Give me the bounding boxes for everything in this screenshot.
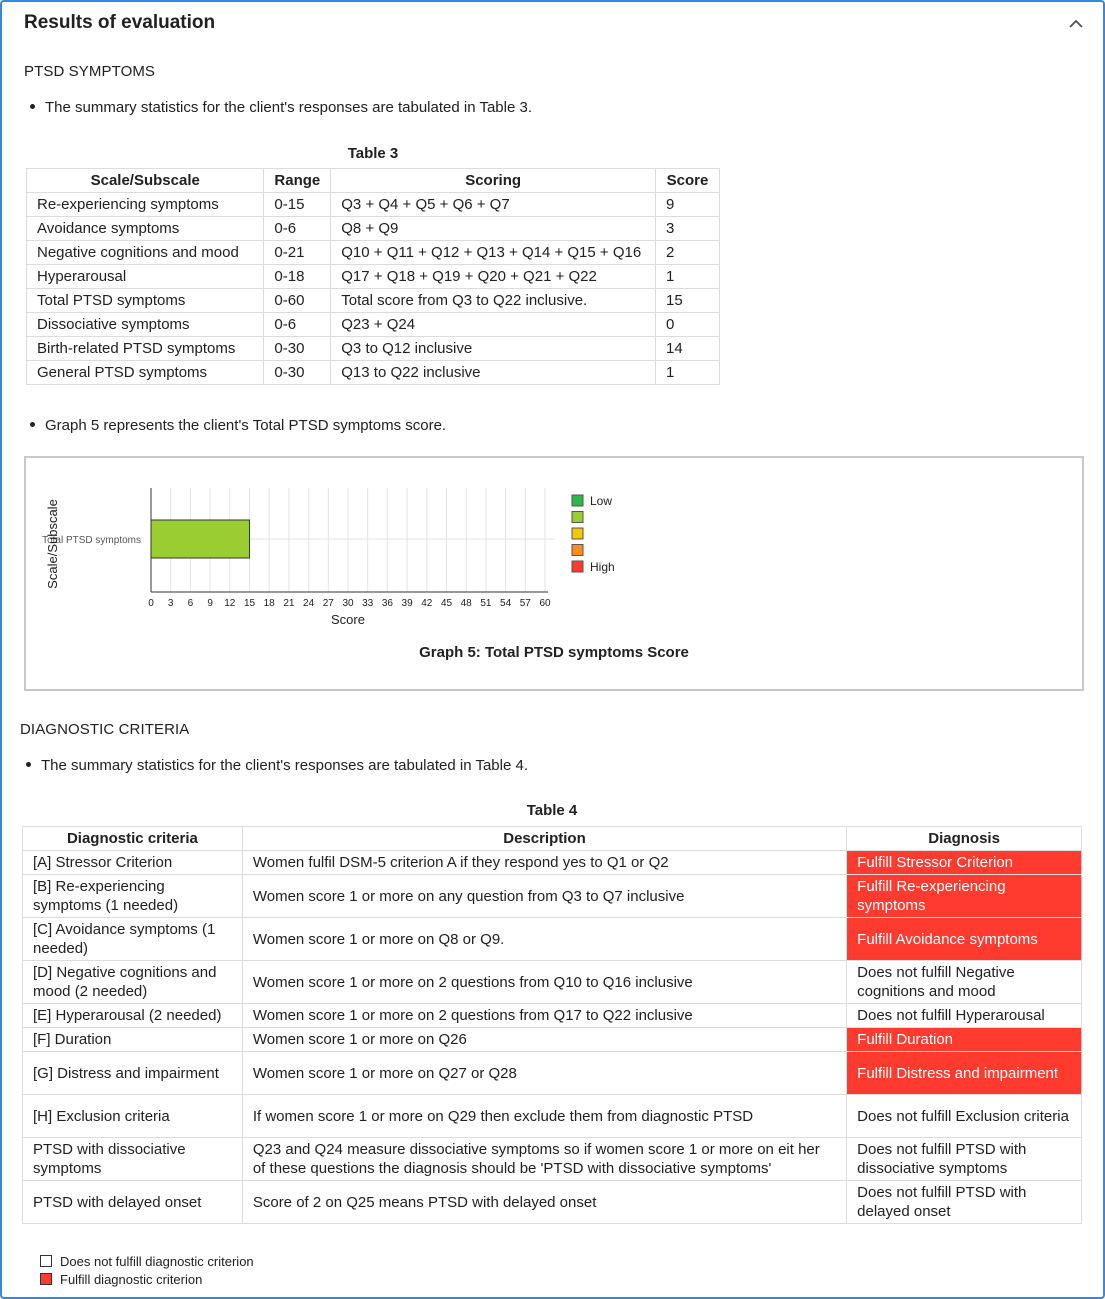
cell-diagnosis: Does not fulfill Negative cognitions and mood: [847, 961, 1082, 1004]
table-row: [23, 875, 1082, 918]
x-tick-label: 0: [148, 598, 154, 609]
cell-score: 14: [655, 337, 719, 361]
ptsd-summary-text: The summary statistics for the client's responses are tabulated in Table 3.: [45, 99, 532, 116]
x-tick-label: 18: [263, 598, 275, 609]
cell-diagnosis: Fulfill Duration: [847, 1028, 1082, 1052]
cell-scoring: Total score from Q3 to Q22 inclusive.: [331, 289, 656, 313]
panel-title: Results of evaluation: [24, 12, 216, 33]
bullet-dot: [30, 422, 35, 427]
header-criteria: Diagnostic criteria: [23, 827, 243, 851]
cell-description: Women score 1 or more on Q27 or Q28: [242, 1052, 846, 1095]
cell-description: Women score 1 or more on 2 questions from Q10 to Q16 inclusive: [242, 961, 846, 1004]
graph-5-container: [24, 456, 1084, 691]
cell-score: 3: [655, 217, 719, 241]
cell-criteria: [C] Avoidance symptoms (1 needed): [23, 918, 243, 961]
cell-description: Women score 1 or more on Q8 or Q9.: [242, 918, 846, 961]
chart-title: Graph 5: Total PTSD symptoms Score: [419, 644, 689, 661]
cell-diagnosis: Does not fulfill Exclusion criteria: [847, 1095, 1082, 1138]
ptsd-summary-bullet: [30, 99, 532, 116]
cell-scale: Birth-related PTSD symptoms: [27, 337, 264, 361]
x-tick-label: 27: [322, 598, 334, 609]
cell-range: 0-18: [264, 265, 331, 289]
table-row: [27, 265, 720, 289]
cell-criteria: [D] Negative cognitions and mood (2 needed): [23, 961, 243, 1004]
ptsd-heading: PTSD SYMPTOMS: [24, 63, 156, 80]
table-header-row: [27, 169, 720, 193]
table-3: [26, 168, 720, 385]
legend-swatch: [572, 512, 583, 523]
legend-swatch: [572, 561, 583, 572]
diagnostic-summary-bullet: [26, 757, 528, 774]
table-row: [27, 289, 720, 313]
cell-scoring: Q10 + Q11 + Q12 + Q13 + Q14 + Q15 + Q16: [331, 241, 656, 265]
table-row: [27, 217, 720, 241]
table-row: [27, 313, 720, 337]
header-range: Range: [264, 169, 331, 193]
x-tick-label: 54: [500, 598, 512, 609]
x-tick-label: 12: [224, 598, 236, 609]
legend-label-fulfilled: Fulfill diagnostic criterion: [60, 1272, 203, 1287]
header-scale: Scale/Subscale: [27, 169, 264, 193]
cell-description: If women score 1 or more on Q29 then exclude them from diagnostic PTSD: [242, 1095, 846, 1138]
diagnostic-summary-text: The summary statistics for the client's responses are tabulated in Table 4.: [41, 757, 528, 774]
bullet-dot: [26, 762, 31, 767]
cell-scale: Dissociative symptoms: [27, 313, 264, 337]
table-4: [22, 826, 1082, 1224]
legend-swatch-fulfilled: [40, 1273, 52, 1285]
cell-scale: Negative cognitions and mood: [27, 241, 264, 265]
cell-description: Women score 1 or more on any question from Q3 to Q7 inclusive: [242, 875, 846, 918]
table-row: [23, 1138, 1082, 1181]
cell-criteria: [A] Stressor Criterion: [23, 851, 243, 875]
graph-bullet: [30, 417, 446, 434]
bar-total-ptsd-symptoms: [151, 520, 250, 558]
x-tick-label: 42: [421, 598, 433, 609]
cell-diagnosis: Fulfill Re-experiencing symptoms: [847, 875, 1082, 918]
header-description: Description: [242, 827, 846, 851]
graph-bullet-text: Graph 5 represents the client's Total PTSD symptoms score.: [45, 417, 447, 434]
cell-criteria: [H] Exclusion criteria: [23, 1095, 243, 1138]
cell-scale: Re-experiencing symptoms: [27, 193, 264, 217]
x-tick-label: 33: [362, 598, 374, 609]
legend-label-not-fulfilled: Does not fulfill diagnostic criterion: [60, 1254, 254, 1269]
cell-scale: Total PTSD symptoms: [27, 289, 264, 313]
x-tick-label: 9: [207, 598, 213, 609]
header-diagnosis: Diagnosis: [847, 827, 1082, 851]
cell-score: 1: [655, 265, 719, 289]
x-tick-label: 21: [283, 598, 295, 609]
x-tick-label: 15: [243, 598, 256, 609]
cell-score: 1: [655, 361, 719, 385]
cell-criteria: PTSD with dissociative symptoms: [23, 1138, 243, 1181]
x-tick-label: 30: [342, 598, 354, 609]
legend-swatch: [572, 545, 583, 556]
cell-diagnosis: Does not fulfill PTSD with dissociative symptoms: [847, 1138, 1082, 1181]
x-tick-label: 60: [539, 598, 551, 609]
header-score: Score: [655, 169, 719, 193]
table-row: [23, 1004, 1082, 1028]
x-tick-label: 39: [401, 598, 413, 609]
legend-swatch: [572, 528, 583, 539]
cell-diagnosis: Does not fulfill Hyperarousal: [847, 1004, 1082, 1028]
table-row: [23, 1095, 1082, 1138]
x-tick-label: 36: [381, 598, 393, 609]
table-row: [27, 361, 720, 385]
table-row: [23, 1181, 1082, 1224]
cell-scale: General PTSD symptoms: [27, 361, 264, 385]
cell-diagnosis: Fulfill Avoidance symptoms: [847, 918, 1082, 961]
cell-scoring: Q23 + Q24: [331, 313, 656, 337]
x-axis-title: Score: [331, 612, 365, 627]
cell-scoring: Q3 + Q4 + Q5 + Q6 + Q7: [331, 193, 656, 217]
legend-swatch-not-fulfilled: [40, 1255, 52, 1267]
table-row: [27, 337, 720, 361]
diagnostic-heading: DIAGNOSTIC CRITERIA: [20, 721, 190, 738]
cell-diagnosis: Fulfill Distress and impairment: [847, 1052, 1082, 1095]
x-tick-label: 24: [303, 598, 315, 609]
y-axis-title: Scale/Subscale: [45, 499, 60, 589]
cell-range: 0-6: [264, 217, 331, 241]
cell-range: 0-60: [264, 289, 331, 313]
cell-description: Women score 1 or more on Q26: [242, 1028, 846, 1052]
table-row: [23, 1028, 1082, 1052]
cell-scoring: Q8 + Q9: [331, 217, 656, 241]
x-tick-label: 51: [480, 598, 492, 609]
cell-score: 9: [655, 193, 719, 217]
x-tick-label: 48: [460, 598, 472, 609]
bullet-dot: [30, 104, 35, 109]
table-row: [23, 918, 1082, 961]
cell-scoring: Q13 to Q22 inclusive: [331, 361, 656, 385]
cell-criteria: PTSD with delayed onset: [23, 1181, 243, 1224]
cell-criteria: [F] Duration: [23, 1028, 243, 1052]
table-row: [23, 961, 1082, 1004]
legend-swatch: [572, 495, 583, 506]
cell-diagnosis: Fulfill Stressor Criterion: [847, 851, 1082, 875]
cell-description: Score of 2 on Q25 means PTSD with delayed onset: [242, 1181, 846, 1224]
table4-caption: Table 4: [526, 802, 578, 819]
cell-diagnosis: Does not fulfill PTSD with delayed onset: [847, 1181, 1082, 1224]
cell-description: Q23 and Q24 measure dissociative symptoms so if women score 1 or more on eit her of these questions the diagnosis should be 'PTSD with dissociative symptoms': [242, 1138, 846, 1181]
table-row: [23, 1052, 1082, 1095]
table-header-row: [23, 827, 1082, 851]
cell-criteria: [G] Distress and impairment: [23, 1052, 243, 1095]
category-label: Total PTSD symptoms: [42, 535, 141, 546]
cell-range: 0-30: [264, 337, 331, 361]
legend-label: High: [590, 560, 615, 574]
table-row: [27, 193, 720, 217]
cell-description: Women score 1 or more on 2 questions from Q17 to Q22 inclusive: [242, 1004, 846, 1028]
table-row: [27, 241, 720, 265]
chevron-up-icon[interactable]: [1066, 14, 1086, 34]
cell-score: 0: [655, 313, 719, 337]
cell-criteria: [B] Re-experiencing symptoms (1 needed): [23, 875, 243, 918]
x-tick-label: 3: [167, 598, 174, 609]
cell-score: 2: [655, 241, 719, 265]
cell-scale: Avoidance symptoms: [27, 217, 264, 241]
x-tick-label: 6: [187, 598, 194, 609]
table-row: [23, 851, 1082, 875]
legend-label: Low: [590, 494, 613, 508]
cell-scale: Hyperarousal: [27, 265, 264, 289]
cell-range: 0-21: [264, 241, 331, 265]
table3-caption: Table 3: [347, 145, 399, 162]
cell-range: 0-30: [264, 361, 331, 385]
x-tick-label: 57: [519, 598, 531, 609]
cell-scoring: Q3 to Q12 inclusive: [331, 337, 656, 361]
cell-range: 0-6: [264, 313, 331, 337]
cell-criteria: [E] Hyperarousal (2 needed): [23, 1004, 243, 1028]
x-tick-label: 45: [440, 598, 453, 609]
cell-range: 0-15: [264, 193, 331, 217]
header-scoring: Scoring: [331, 169, 656, 193]
graph-5-svg: [26, 458, 1082, 689]
cell-description: Women fulfil DSM-5 criterion A if they respond yes to Q1 or Q2: [242, 851, 846, 875]
cell-score: 15: [655, 289, 719, 313]
cell-scoring: Q17 + Q18 + Q19 + Q20 + Q21 + Q22: [331, 265, 656, 289]
